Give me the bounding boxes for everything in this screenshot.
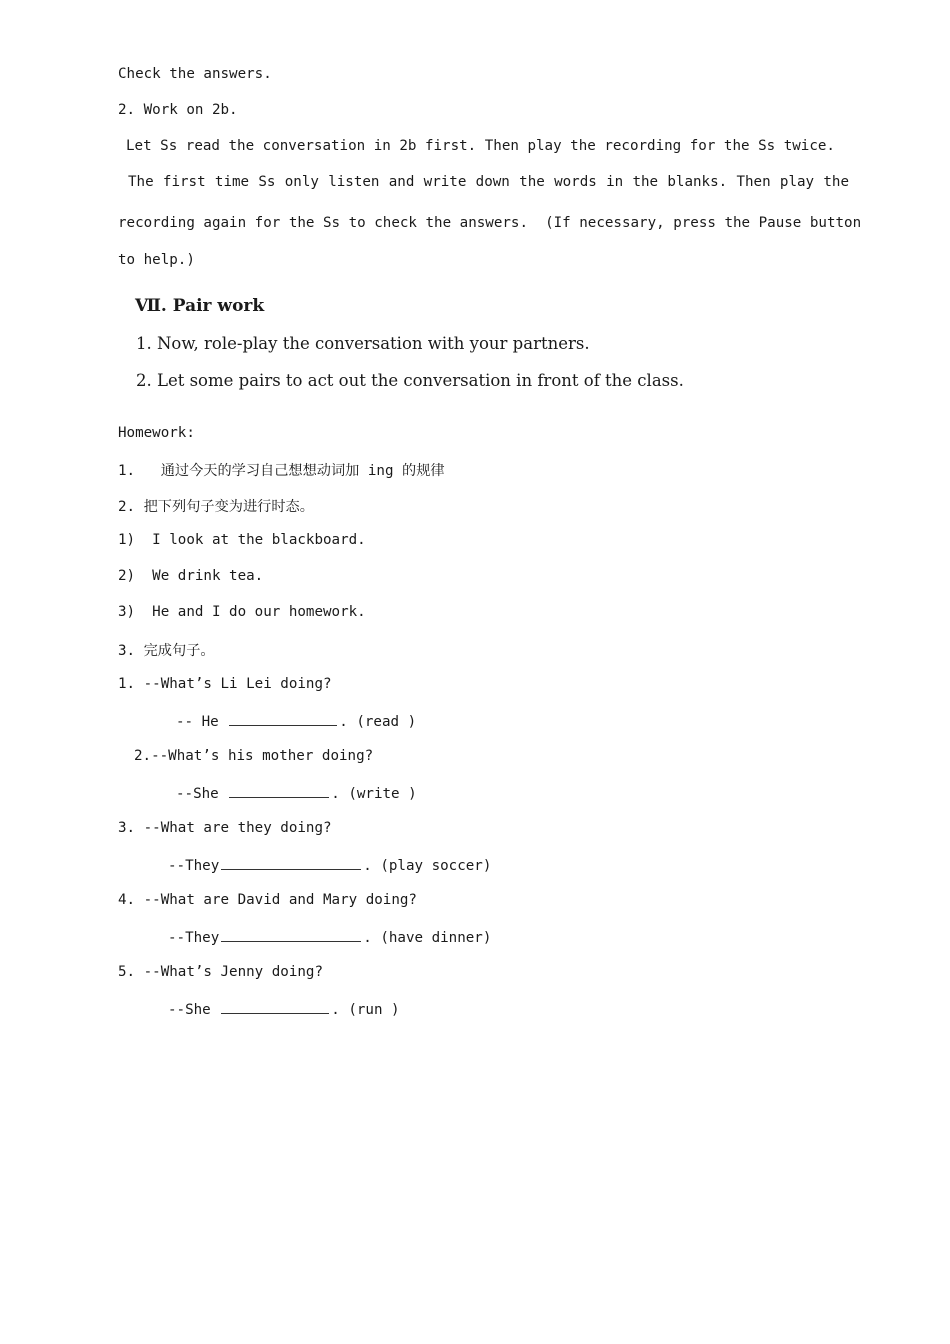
instruction-paragraph-2a: The first time Ss only listen and write down the words in the blanks. Then play the [128,174,849,190]
answer-4-blank[interactable] [221,928,361,942]
answer-1-hint: . (read ) [339,714,417,730]
question-1: 1. --What’s Li Lei doing? [118,676,332,692]
sentence-2: 2) We drink tea. [118,568,264,584]
answer-2-hint: . (write ) [331,786,417,802]
answer-2 [176,784,417,802]
answer-3-prefix: --They [168,858,220,874]
answer-2-prefix: --She [176,786,219,802]
pair-work-item-2: 2. Let some pairs to act out the conversation in front of the class. [136,371,684,390]
answer-5-blank[interactable] [221,1000,329,1014]
homework-item-3: 3. 完成句子。 [118,643,215,659]
answer-4-prefix: --They [168,930,220,946]
question-2: 2.--What’s his mother doing? [134,748,374,764]
answer-5-hint: . (run ) [331,1002,400,1018]
answer-5-prefix: --She [168,1002,211,1018]
answer-3-hint: . (play soccer) [363,858,492,874]
check-answers-text: Check the answers. [118,66,272,82]
pair-work-item-1: 1. Now, role-play the conversation with your partners. [136,334,590,353]
answer-1-prefix: -- He [176,714,219,730]
answer-4 [168,928,491,946]
homework-item-1: 1. 通过今天的学习自己想想动词加 ing 的规律 [118,463,445,479]
answer-5 [168,1000,400,1018]
answer-3 [168,856,491,874]
question-5: 5. --What’s Jenny doing? [118,964,323,980]
instruction-paragraph-2c: to help.) [118,252,195,268]
sentence-3: 3) He and I do our homework. [118,604,366,620]
question-3: 3. --What are they doing? [118,820,332,836]
pair-work-title: Ⅶ. Pair work [135,296,265,316]
sentence-1: 1) I look at the blackboard. [118,532,366,548]
answer-1-blank[interactable] [229,712,337,726]
homework-title: Homework: [118,425,195,441]
answer-3-blank[interactable] [221,856,361,870]
answer-4-hint: . (have dinner) [363,930,492,946]
question-4: 4. --What are David and Mary doing? [118,892,417,908]
instruction-paragraph-2b: recording again for the Ss to check the answers. (If necessary, press the Pause button [118,215,862,231]
instruction-paragraph-1: Let Ss read the conversation in 2b first. Then play the recording for the Ss twice. [126,138,835,154]
answer-1 [176,712,416,730]
answer-2-blank[interactable] [229,784,329,798]
work-heading: 2. Work on 2b. [118,102,238,118]
homework-item-2: 2. 把下列句子变为进行时态。 [118,499,314,515]
